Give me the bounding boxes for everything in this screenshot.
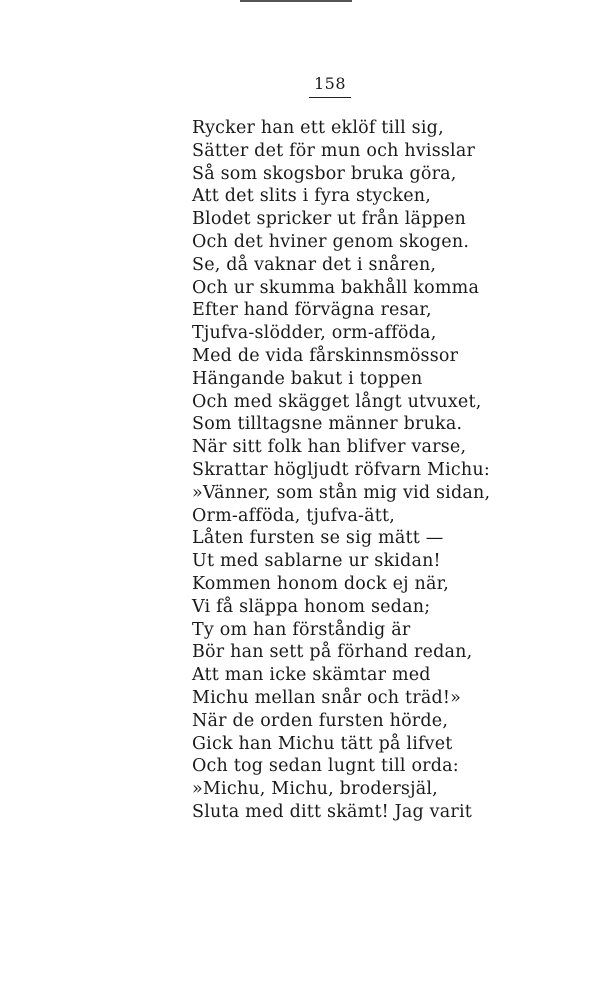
poem-line: Tjufva-slödder, orm-afföda, (192, 323, 437, 344)
page-number: 158 (313, 74, 347, 93)
poem-line: Skrattar högljudt röfvarn Michu: (192, 459, 490, 480)
poem-line: Ut med sablarne ur skidan! (192, 551, 441, 572)
poem-line: Att det slits i fyra stycken, (192, 186, 432, 207)
poem-line: Som tilltagsne männer bruka. (192, 414, 463, 435)
poem-text (192, 117, 490, 824)
poem-line: Så som skogsbor bruka göra, (192, 163, 457, 184)
poem-line: Och med skägget långt utvuxet, (192, 391, 482, 412)
poem-line: Hängande bakut i toppen (192, 368, 423, 389)
poem-line: »Michu, Michu, brodersjäl, (192, 779, 438, 800)
poem-line: Sätter det för mun och hvisslar (192, 140, 476, 161)
poem-line: Och ur skumma bakhåll komma (192, 277, 480, 298)
poem-line: Sluta med ditt skämt! Jag varit (192, 801, 472, 822)
poem-line: Kommen honom dock ej när, (192, 573, 450, 594)
poem-line: Låten fursten se sig mätt — (192, 528, 444, 549)
poem-line: Ty om han förståndig är (192, 619, 411, 640)
poem-line: Rycker han ett eklöf till sig, (192, 118, 444, 138)
poem-line: Orm-afföda, tjufva-ätt, (192, 505, 396, 526)
page-number-underline (309, 97, 351, 98)
poem-line: Michu mellan snår och träd!» (192, 687, 461, 708)
poem-line: »Vänner, som stån mig vid sidan, (192, 482, 491, 503)
poem-line: Efter hand förvägna resar, (192, 300, 432, 321)
poem-line: Blodet spricker ut från läppen (192, 209, 467, 230)
poem-line: Med de vida fårskinnsmössor (192, 345, 459, 366)
poem-line: Vi få släppa honom sedan; (192, 596, 431, 617)
poem-line: Bör han sett på förhand redan, (192, 642, 473, 663)
top-edge-rule (240, 0, 352, 2)
poem-line: Gick han Michu tätt på lifvet (192, 733, 453, 754)
poem-line: Se, då vaknar det i snåren, (192, 254, 437, 275)
poem-line: Att man icke skämtar med (192, 665, 431, 686)
poem-line: Och tog sedan lugnt till orda: (192, 756, 459, 777)
poem-line: När sitt folk han blifver varse, (192, 437, 467, 458)
poem-line: Och det hviner genom skogen. (192, 231, 470, 252)
poem-line: När de orden fursten hörde, (192, 710, 449, 731)
